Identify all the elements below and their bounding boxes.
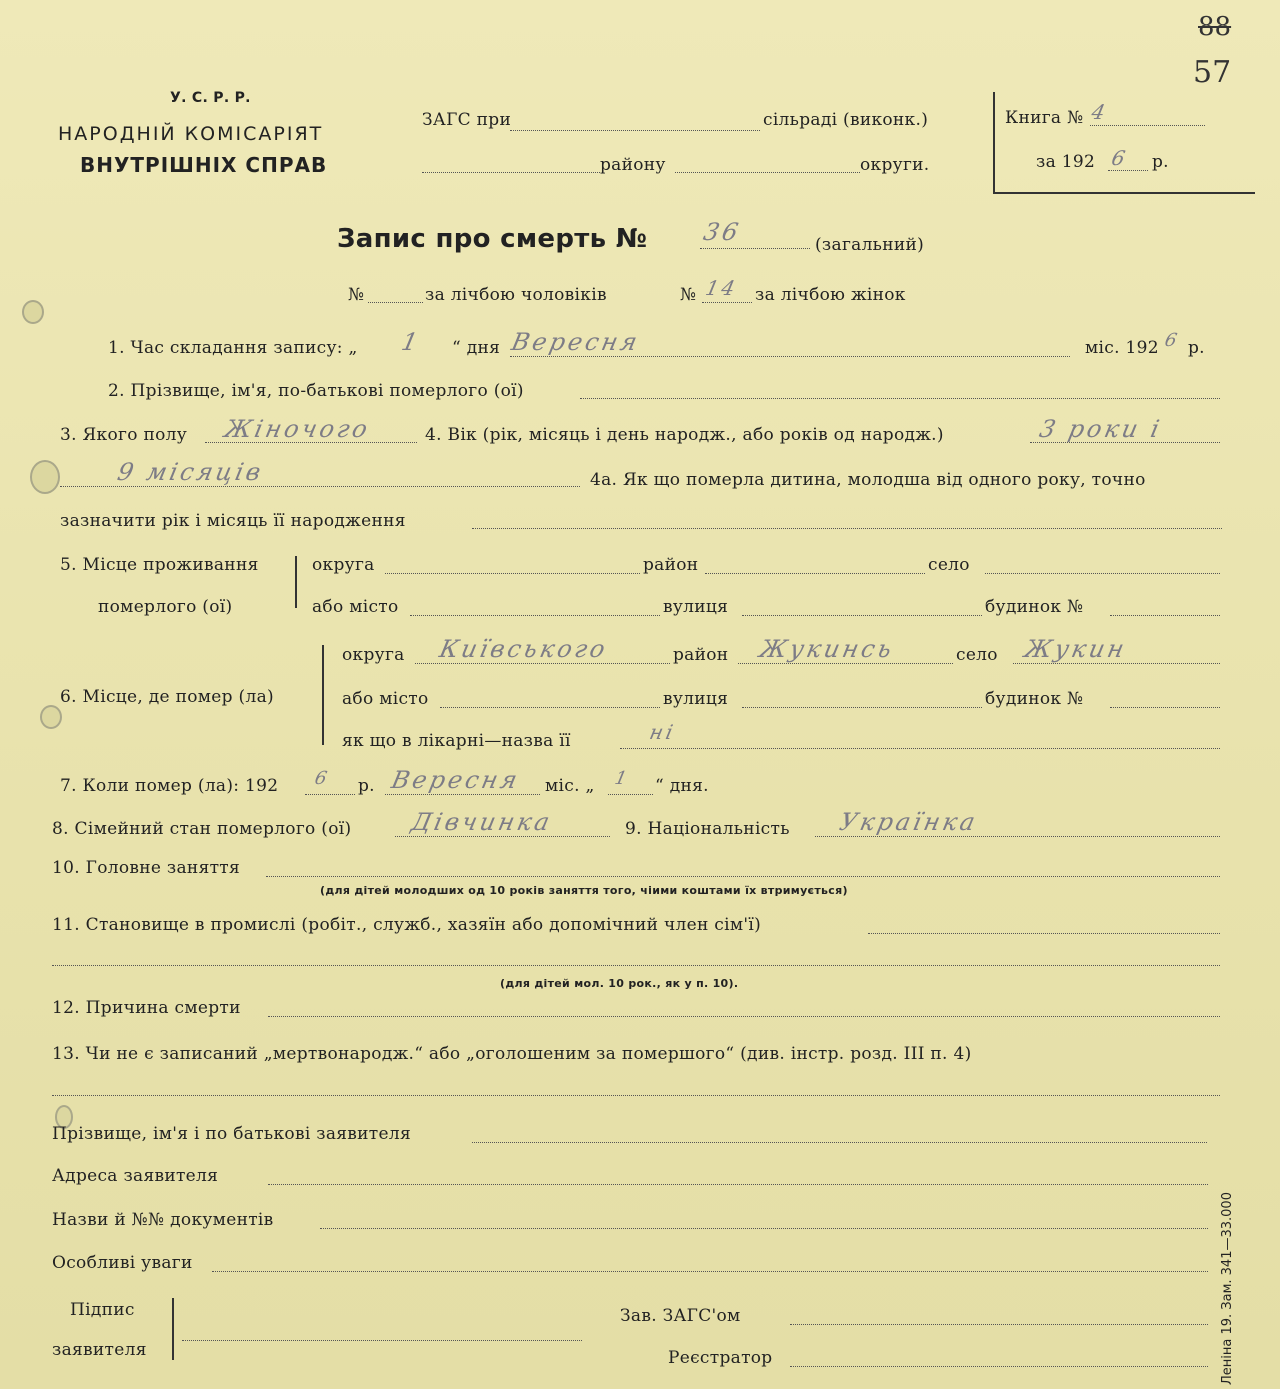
item-6-label: 6. Місце, де помер (ла): [60, 687, 274, 707]
item-8-value: Дівчинка: [409, 808, 555, 836]
selradi-label: сільраді (виконк.): [763, 110, 929, 130]
item-7-month: Вересня: [389, 766, 523, 794]
item-6-selo-line: [1013, 663, 1220, 664]
printer-imprint: Леніна 19. Зам. 341—33.000: [1220, 1192, 1235, 1385]
applicant-name-label: Прізвище, ім'я і по батькові заявителя: [52, 1124, 411, 1144]
item-3-line: [205, 442, 417, 443]
men-no: №: [348, 285, 365, 305]
item-6-hospital-line: [620, 748, 1220, 749]
punch-hole: [30, 460, 60, 494]
item-6-selo-value: Жукин: [1022, 635, 1130, 663]
item-13-label: 13. Чи не є записаний „мертвонародж.“ або „оголошеним за помершого“ (див. інстр. розд. III п. 4): [52, 1044, 972, 1064]
women-number: 14: [703, 276, 741, 300]
item-6-hospital: як що в лікарні—назва її: [342, 731, 571, 751]
men-label: за лічбою чоловіків: [425, 285, 607, 305]
year-label: за 192: [1036, 152, 1096, 172]
applicant-name-line: [472, 1142, 1207, 1143]
signature-brace: [172, 1298, 174, 1360]
book-line: [1090, 125, 1205, 126]
district-line: [422, 172, 600, 173]
item-6-street-line: [742, 707, 982, 708]
okruha-label: округи.: [860, 155, 930, 175]
record-number: 36: [701, 218, 744, 246]
item-5-rayon-line: [705, 573, 925, 574]
item-11-line: [868, 933, 1220, 934]
zags-line: [510, 130, 760, 131]
signature-label-2: заявителя: [52, 1340, 147, 1360]
item-11-label: 11. Становище в промислі (робіт., служб., хазяїн або допомічний член сім'ї): [52, 915, 762, 935]
item-7-year: 6: [312, 768, 332, 789]
zags-head-label: Зав. ЗАГС'ом: [620, 1306, 741, 1326]
internal-affairs-label: ВНУТРІШНІХ СПРАВ: [80, 153, 328, 177]
item-9-value: Українка: [837, 808, 981, 836]
item-1-year: 6: [1162, 330, 1182, 351]
zags-head-line: [790, 1324, 1208, 1325]
item-12-line: [268, 1016, 1220, 1017]
documents-line: [320, 1228, 1208, 1229]
applicant-signature-line: [182, 1340, 582, 1341]
item-12-label: 12. Причина смерти: [52, 998, 241, 1018]
item-5-street-line: [742, 615, 982, 616]
item-1-label: 1. Час складання запису: „: [108, 338, 358, 358]
item-5-city: або місто: [312, 597, 399, 617]
registrar-label: Реєстратор: [668, 1348, 773, 1368]
item-4a-line: [472, 528, 1222, 529]
documents-label: Назви й №№ документів: [52, 1210, 274, 1230]
item-4-value: 3 роки і: [1037, 415, 1165, 443]
item-13-line: [52, 1095, 1220, 1096]
item-7-year-line: [305, 794, 355, 795]
item-1-r: р.: [1188, 338, 1205, 358]
item-6-hospital-value: ні: [647, 720, 679, 744]
item-5-house-line: [1110, 615, 1220, 616]
item-5-okruha: округа: [312, 555, 375, 575]
record-number-line: [700, 248, 810, 249]
commissariat-label: НАРОДНІЙ КОМІСАРІЯТ: [58, 123, 324, 145]
women-label: за лічбою жінок: [755, 285, 906, 305]
item-6-brace: [322, 645, 324, 745]
item-5-label: 5. Місце проживання: [60, 555, 259, 575]
sheet-number: 57: [1193, 55, 1232, 90]
item-8-label: 8. Сімейний стан померлого (ої): [52, 819, 352, 839]
item-6-house: будинок №: [985, 689, 1084, 709]
item-1-dnya: “ дня: [452, 338, 501, 358]
item-6-okruha: округа: [342, 645, 405, 665]
item-6-house-line: [1110, 707, 1220, 708]
applicant-address-line: [268, 1184, 1208, 1185]
item-4-line: [1030, 442, 1220, 443]
item-4-cont-line: [60, 486, 580, 487]
item-4-label: 4. Вік (рік, місяць і день народж., або років од народж.): [425, 425, 944, 445]
item-3-value: Жіночого: [222, 415, 373, 443]
item-6-city-line: [440, 707, 660, 708]
item-7-day: 1: [612, 768, 632, 789]
item-10-line: [266, 876, 1220, 877]
crossed-sheet-number: 88: [1198, 12, 1232, 42]
item-5-street: вулиця: [663, 597, 729, 617]
item-10-note: (для дітей молодших од 10 років заняття того, чіими коштами їх втримується): [320, 884, 848, 897]
item-5-house: будинок №: [985, 597, 1084, 617]
men-line: [368, 302, 423, 303]
item-1-mis: міс. 192: [1085, 338, 1159, 358]
item-7-day-line: [608, 794, 653, 795]
ussr-label: У. С. Р. Р.: [170, 90, 251, 106]
registrar-line: [790, 1366, 1208, 1367]
item-7-label: 7. Коли помер (ла): 192: [60, 776, 279, 796]
item-4-continuation: 9 місяців: [115, 458, 267, 486]
item-4a-label: 4а. Як що померла дитина, молодша від одного року, точно: [590, 470, 1146, 490]
item-6-selo: село: [956, 645, 998, 665]
item-6-okruha-line: [415, 663, 670, 664]
item-5-selo-line: [985, 573, 1220, 574]
women-no-label: №: [680, 285, 697, 305]
item-9-line: [815, 836, 1220, 837]
item-1-day: 1: [399, 328, 424, 356]
item-6-city: або місто: [342, 689, 429, 709]
year-digit: 6: [1109, 146, 1131, 170]
record-title: Запис про смерть №: [337, 224, 648, 254]
item-5-rayon: район: [643, 555, 699, 575]
book-label: Книга №: [1005, 108, 1084, 128]
item-5-brace: [295, 556, 297, 608]
district-label: району: [600, 155, 666, 175]
item-2-label: 2. Прізвище, ім'я, по-батькові померлого (ої): [108, 381, 524, 401]
punch-hole: [22, 300, 44, 324]
item-6-rayon-value: Жукинсь: [757, 635, 897, 663]
item-5-okruha-line: [385, 573, 640, 574]
zags-label: ЗАГС при: [422, 110, 512, 130]
okruha-line: [675, 172, 860, 173]
year-suffix: р.: [1152, 152, 1169, 172]
item-11-note: (для дітей мол. 10 рок., як у п. 10).: [500, 977, 739, 990]
year-line: [1108, 170, 1148, 171]
item-8-line: [395, 836, 610, 837]
item-7-r: р.: [358, 776, 375, 796]
item-1-line: [510, 356, 1070, 357]
applicant-address-label: Адреса заявителя: [52, 1166, 219, 1186]
item-6-rayon: район: [673, 645, 729, 665]
item-5-city-line: [410, 615, 660, 616]
item-4a-continuation: зазначити рік і місяць її народження: [60, 511, 406, 531]
remarks-line: [212, 1271, 1208, 1272]
item-7-mis: міс. „: [545, 776, 595, 796]
punch-hole: [40, 705, 62, 729]
item-7-dnya: “ дня.: [655, 776, 709, 796]
item-5-selo: село: [928, 555, 970, 575]
signature-label-1: Підпис: [70, 1300, 135, 1320]
item-3-label: 3. Якого полу: [60, 425, 188, 445]
item-10-label: 10. Головне заняття: [52, 858, 241, 878]
remarks-label: Особливі уваги: [52, 1253, 193, 1273]
item-5-label2: померлого (ої): [98, 597, 233, 617]
item-6-street: вулиця: [663, 689, 729, 709]
item-9-label: 9. Національність: [625, 819, 790, 839]
item-7-month-line: [385, 794, 540, 795]
item-6-rayon-line: [738, 663, 953, 664]
item-11-line-2: [52, 965, 1220, 966]
book-number: 4: [1089, 100, 1111, 124]
item-1-month: Вересня: [509, 328, 643, 356]
women-line: [702, 302, 752, 303]
general-label: (загальний): [815, 235, 925, 255]
item-2-line: [580, 398, 1220, 399]
item-6-okruha-value: Київського: [437, 635, 611, 663]
